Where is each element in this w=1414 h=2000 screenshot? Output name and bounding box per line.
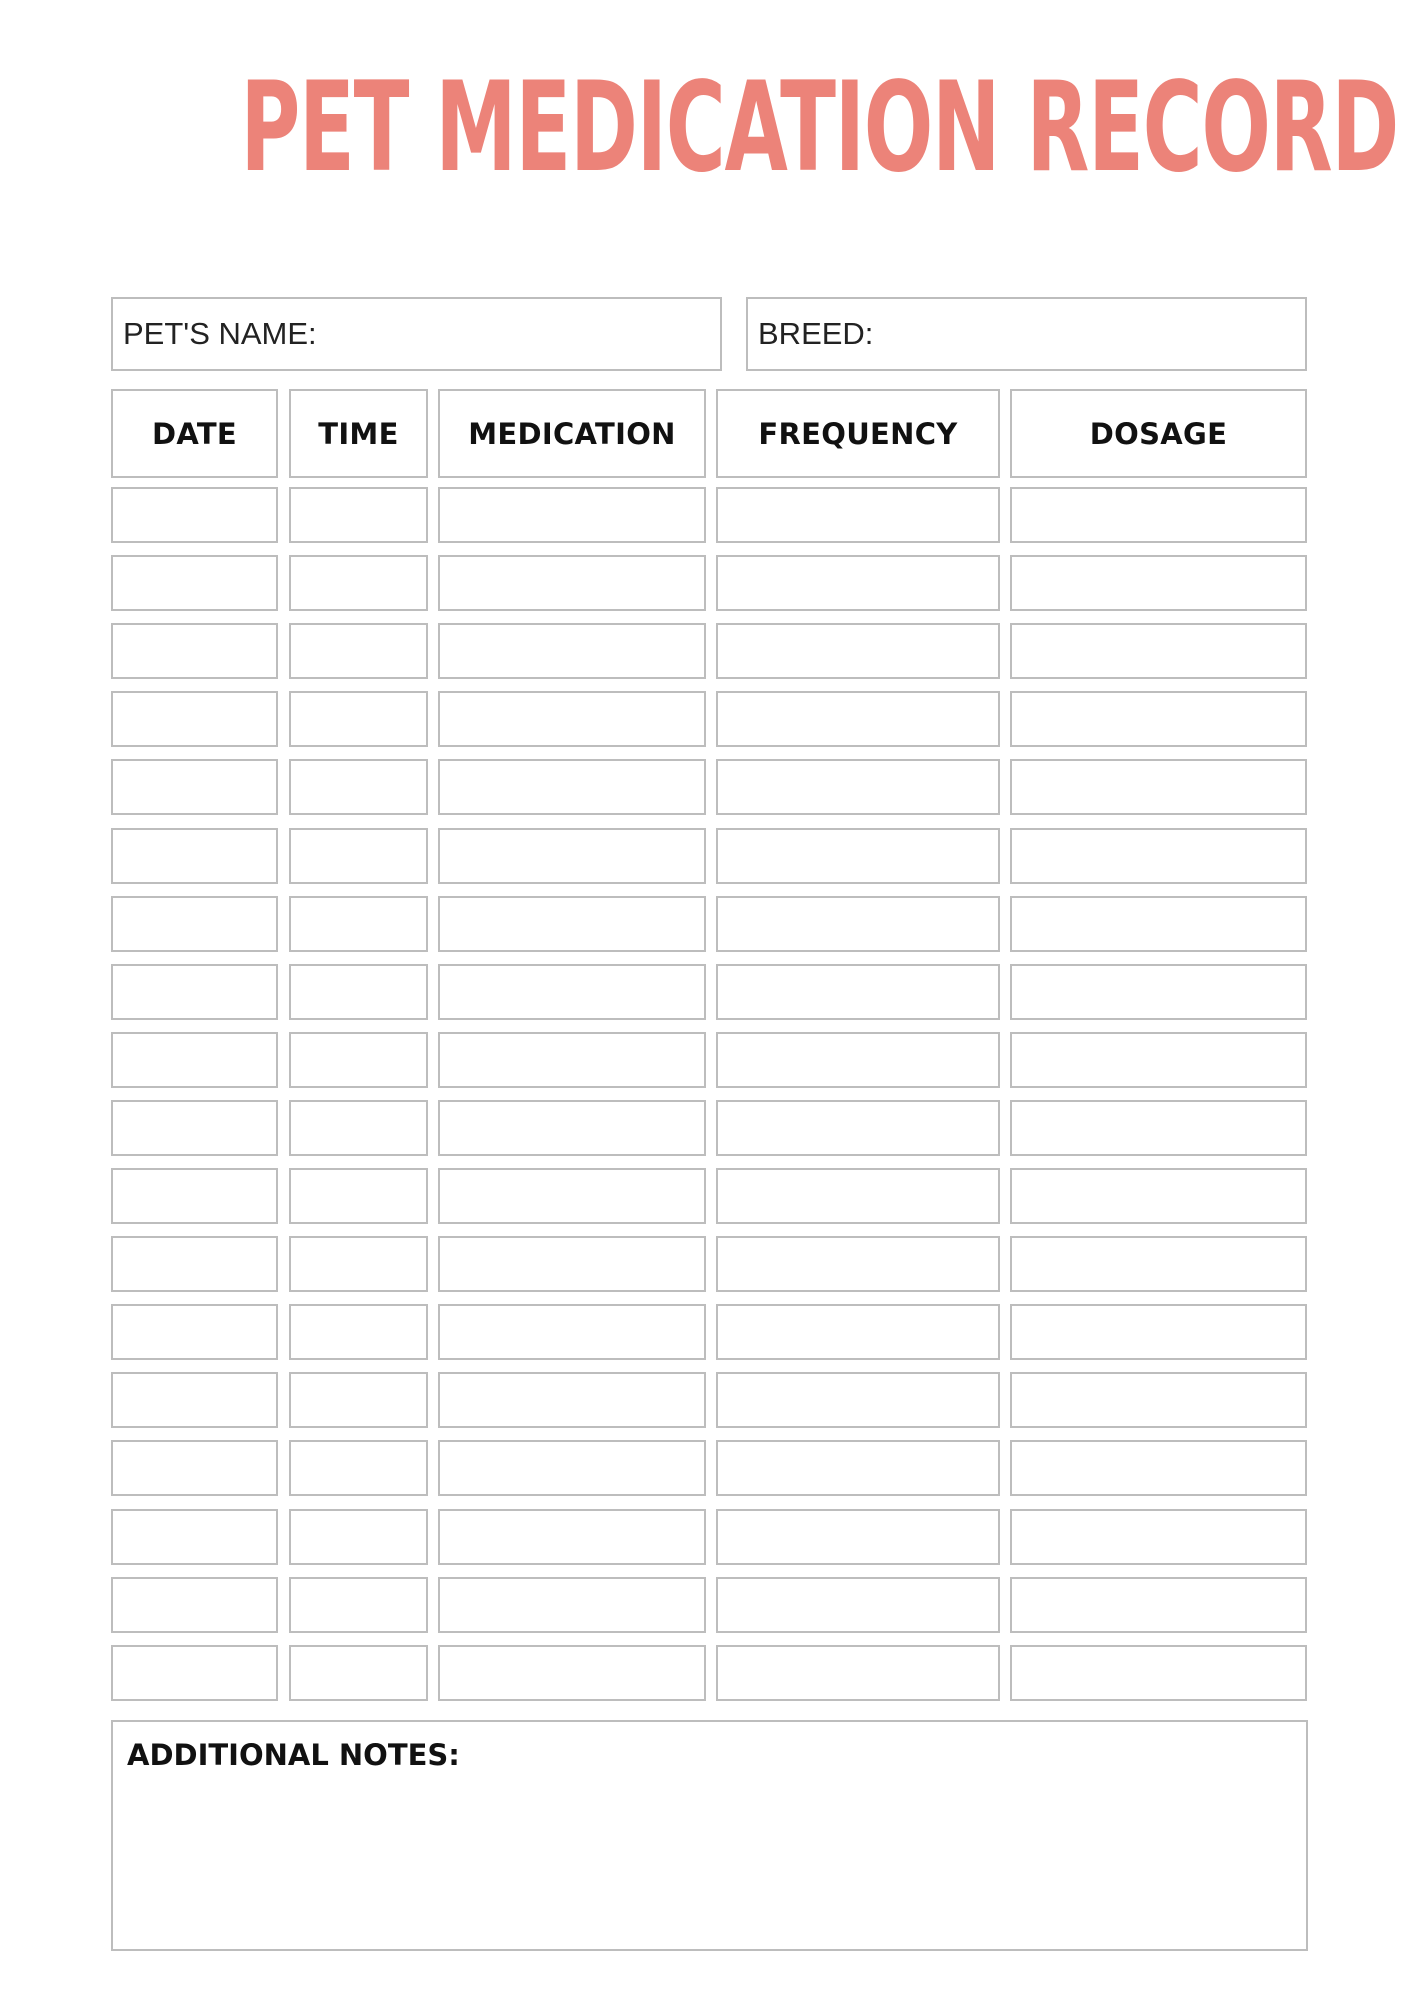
header-time-label: TIME — [318, 416, 399, 451]
table-cell-date[interactable] — [111, 487, 278, 543]
table-cell-dosage[interactable] — [1010, 1032, 1307, 1088]
table-cell-time[interactable] — [289, 623, 428, 679]
table-cell-time[interactable] — [289, 487, 428, 543]
table-cell-date[interactable] — [111, 623, 278, 679]
table-cell-medication[interactable] — [438, 1236, 706, 1292]
table-cell-dosage[interactable] — [1010, 1577, 1307, 1633]
table-cell-time[interactable] — [289, 1304, 428, 1360]
pet-name-label: PET'S NAME: — [123, 316, 317, 351]
table-cell-time[interactable] — [289, 759, 428, 815]
table-cell-frequency[interactable] — [716, 691, 1000, 747]
table-cell-date[interactable] — [111, 1032, 278, 1088]
table-cell-frequency[interactable] — [716, 1372, 1000, 1428]
table-cell-date[interactable] — [111, 1645, 278, 1701]
breed-label: BREED: — [758, 316, 874, 351]
table-cell-medication[interactable] — [438, 1509, 706, 1565]
table-cell-medication[interactable] — [438, 1304, 706, 1360]
breed-field[interactable] — [746, 297, 1307, 371]
table-cell-dosage[interactable] — [1010, 1100, 1307, 1156]
table-cell-time[interactable] — [289, 1100, 428, 1156]
table-cell-medication[interactable] — [438, 964, 706, 1020]
table-cell-time[interactable] — [289, 896, 428, 952]
header-cell-dosage — [1010, 389, 1307, 478]
table-cell-dosage[interactable] — [1010, 828, 1307, 884]
header-medication-label: MEDICATION — [468, 416, 676, 451]
table-cell-time[interactable] — [289, 1645, 428, 1701]
table-cell-date[interactable] — [111, 1304, 278, 1360]
table-cell-dosage[interactable] — [1010, 964, 1307, 1020]
table-cell-time[interactable] — [289, 1509, 428, 1565]
table-cell-medication[interactable] — [438, 896, 706, 952]
table-cell-dosage[interactable] — [1010, 1372, 1307, 1428]
table-cell-date[interactable] — [111, 1100, 278, 1156]
table-cell-dosage[interactable] — [1010, 1304, 1307, 1360]
table-cell-frequency[interactable] — [716, 828, 1000, 884]
table-cell-dosage[interactable] — [1010, 623, 1307, 679]
table-cell-time[interactable] — [289, 555, 428, 611]
table-cell-frequency[interactable] — [716, 759, 1000, 815]
header-date-label: DATE — [151, 416, 238, 451]
table-cell-date[interactable] — [111, 964, 278, 1020]
table-cell-time[interactable] — [289, 1440, 428, 1496]
table-cell-time[interactable] — [289, 1372, 428, 1428]
table-cell-medication[interactable] — [438, 623, 706, 679]
header-cell-time — [289, 389, 428, 478]
table-cell-frequency[interactable] — [716, 1440, 1000, 1496]
table-cell-date[interactable] — [111, 759, 278, 815]
table-cell-date[interactable] — [111, 1577, 278, 1633]
table-cell-medication[interactable] — [438, 1577, 706, 1633]
table-cell-time[interactable] — [289, 828, 428, 884]
table-cell-date[interactable] — [111, 1372, 278, 1428]
table-cell-dosage[interactable] — [1010, 1645, 1307, 1701]
table-cell-medication[interactable] — [438, 691, 706, 747]
table-cell-dosage[interactable] — [1010, 487, 1307, 543]
table-cell-date[interactable] — [111, 1440, 278, 1496]
table-cell-time[interactable] — [289, 1236, 428, 1292]
table-cell-medication[interactable] — [438, 487, 706, 543]
table-cell-time[interactable] — [289, 1577, 428, 1633]
header-cell-frequency — [716, 389, 1000, 478]
additional-notes-box[interactable] — [111, 1720, 1308, 1951]
table-cell-medication[interactable] — [438, 1372, 706, 1428]
table-cell-date[interactable] — [111, 1168, 278, 1224]
table-cell-dosage[interactable] — [1010, 896, 1307, 952]
table-cell-medication[interactable] — [438, 1440, 706, 1496]
table-cell-frequency[interactable] — [716, 1032, 1000, 1088]
table-cell-date[interactable] — [111, 1236, 278, 1292]
table-cell-date[interactable] — [111, 896, 278, 952]
table-cell-frequency[interactable] — [716, 487, 1000, 543]
table-cell-frequency[interactable] — [716, 1100, 1000, 1156]
table-cell-frequency[interactable] — [716, 896, 1000, 952]
table-cell-dosage[interactable] — [1010, 1236, 1307, 1292]
table-cell-time[interactable] — [289, 1032, 428, 1088]
table-cell-dosage[interactable] — [1010, 759, 1307, 815]
table-cell-date[interactable] — [111, 1509, 278, 1565]
header-cell-medication — [438, 389, 706, 478]
table-cell-medication[interactable] — [438, 759, 706, 815]
table-cell-frequency[interactable] — [716, 1577, 1000, 1633]
table-cell-frequency[interactable] — [716, 1236, 1000, 1292]
table-cell-frequency[interactable] — [716, 964, 1000, 1020]
table-cell-date[interactable] — [111, 555, 278, 611]
table-cell-date[interactable] — [111, 828, 278, 884]
table-cell-dosage[interactable] — [1010, 691, 1307, 747]
header-frequency-label: FREQUENCY — [758, 416, 958, 451]
table-cell-medication[interactable] — [438, 555, 706, 611]
header-cell-date — [111, 389, 278, 478]
table-cell-dosage[interactable] — [1010, 555, 1307, 611]
pet-name-field[interactable] — [111, 297, 722, 371]
additional-notes-label: ADDITIONAL NOTES: — [127, 1738, 460, 1772]
table-cell-frequency[interactable] — [716, 623, 1000, 679]
table-cell-frequency[interactable] — [716, 555, 1000, 611]
table-cell-medication[interactable] — [438, 1100, 706, 1156]
table-cell-medication[interactable] — [438, 828, 706, 884]
table-cell-frequency[interactable] — [716, 1509, 1000, 1565]
header-dosage-label: DOSAGE — [1089, 416, 1228, 451]
table-cell-dosage[interactable] — [1010, 1440, 1307, 1496]
table-cell-frequency[interactable] — [716, 1304, 1000, 1360]
table-cell-dosage[interactable] — [1010, 1168, 1307, 1224]
table-cell-medication[interactable] — [438, 1168, 706, 1224]
table-cell-dosage[interactable] — [1010, 1509, 1307, 1565]
page-title: PET MEDICATION RECORD — [240, 56, 1398, 200]
table-cell-time[interactable] — [289, 691, 428, 747]
table-cell-frequency[interactable] — [716, 1168, 1000, 1224]
table-cell-frequency[interactable] — [716, 1645, 1000, 1701]
table-cell-time[interactable] — [289, 964, 428, 1020]
table-cell-time[interactable] — [289, 1168, 428, 1224]
table-cell-date[interactable] — [111, 691, 278, 747]
table-cell-medication[interactable] — [438, 1032, 706, 1088]
table-cell-medication[interactable] — [438, 1645, 706, 1701]
